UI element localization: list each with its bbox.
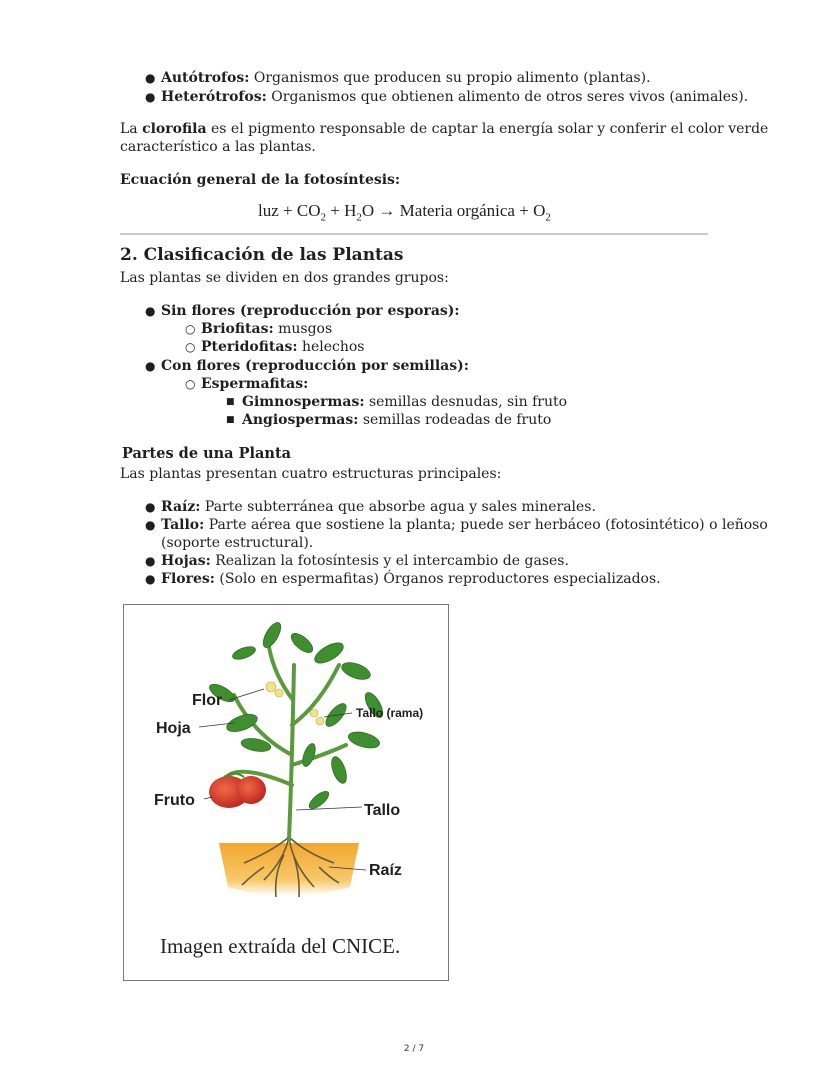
bullet-icon: ● <box>145 71 156 85</box>
page-number: 2 / 7 <box>403 1044 425 1054</box>
circle-bullet-icon: ○ <box>185 322 196 336</box>
label-tallo-rama: Tallo (rama) <box>356 706 424 720</box>
square-bullet-icon: ■ <box>226 397 235 407</box>
bullet-icon: ● <box>145 500 156 514</box>
fruit <box>209 774 266 809</box>
label-tallo: Tallo <box>364 802 401 819</box>
equation-heading: Ecuación general de la fotosíntesis: <box>120 172 401 188</box>
circle-bullet-icon: ○ <box>185 340 196 354</box>
photosynthesis-equation: luz + $CO_2 + H_2O$ → Materia orgánica + $O_2$ <box>258 201 551 224</box>
label-raiz: Raíz <box>369 862 402 879</box>
section-title-clasificacion: 2. Clasificación de las Plantas <box>120 245 404 265</box>
paragraph-clorofila-line2: característico a las plantas. <box>120 139 316 155</box>
section-intro: Las plantas se dividen en dos grandes grupos: <box>120 270 449 286</box>
list-item-tallo-line2: (soporte estructural). <box>161 535 314 551</box>
label-fruto: Fruto <box>154 792 195 809</box>
subsection-title-partes: Partes de una Planta <box>122 445 292 462</box>
label-hoja: Hoja <box>156 720 191 737</box>
plant-diagram <box>124 605 447 979</box>
bullet-icon: ● <box>145 554 156 568</box>
circle-bullet-icon: ○ <box>185 377 196 391</box>
square-bullet-icon: ■ <box>226 415 235 425</box>
paragraph-clorofila: La clorofila es el pigmento responsable de captar la energía solar y conferir el color verde <box>120 121 769 137</box>
bullet-icon: ● <box>145 90 156 104</box>
bullet-icon: ● <box>145 304 156 318</box>
bullet-icon: ● <box>145 572 156 586</box>
soil-area <box>219 843 359 896</box>
partes-intro: Las plantas presentan cuatro estructuras principales: <box>120 466 502 482</box>
horizontal-rule <box>120 233 708 235</box>
label-flor: Flor <box>192 692 223 709</box>
plant-parts-figure <box>123 604 449 981</box>
document-page: ● Autótrofos: Organismos que producen su propio alimento (plantas). ● Heterótrofos: Organismos que obtienen alimento de otros seres vivos (animales). La clorofila es el pigmento responsable de captar la energía solar y conferir el color verde característico a las plantas. Ecuación general de la fotosíntesis: luz + $CO_2 + H_2O$ → Materia orgánica + $O_2$ 2. Clasificación de las Plantas Las plantas se dividen en dos grandes grupos: ● Sin flores (reproducción por esporas): ○ Briofitas: musgos ○ Pteridofitas: helechos ● Con flores (reproducción por semillas): ○ Espermafitas: ■ Gimnospermas: semillas desnudas, sin fruto ■ Angiospermas: semillas rodeadas de fruto Partes de una Planta Las plantas presentan cuatro estructuras principales: ● Raíz: Parte subterránea que absorbe agua y sales minerales. ● Tallo: Parte aérea que sostiene la planta; puede ser herbáceo (fotosintético) o leñoso (soporte estructural). ● Hojas: Realizan la fotosíntesis y el intercambio de gases. ● Flores: (Solo en espermafitas) Órganos reproductores especializados. Flor Hoja Fruto Tallo (rama) Tallo Raíz Imagen extraída del CNICE. 2 / 7 <box>0 0 828 1071</box>
bullet-icon: ● <box>145 359 156 373</box>
bullet-icon: ● <box>145 518 156 532</box>
figure-caption: Imagen extraída del CNICE. <box>160 934 401 958</box>
